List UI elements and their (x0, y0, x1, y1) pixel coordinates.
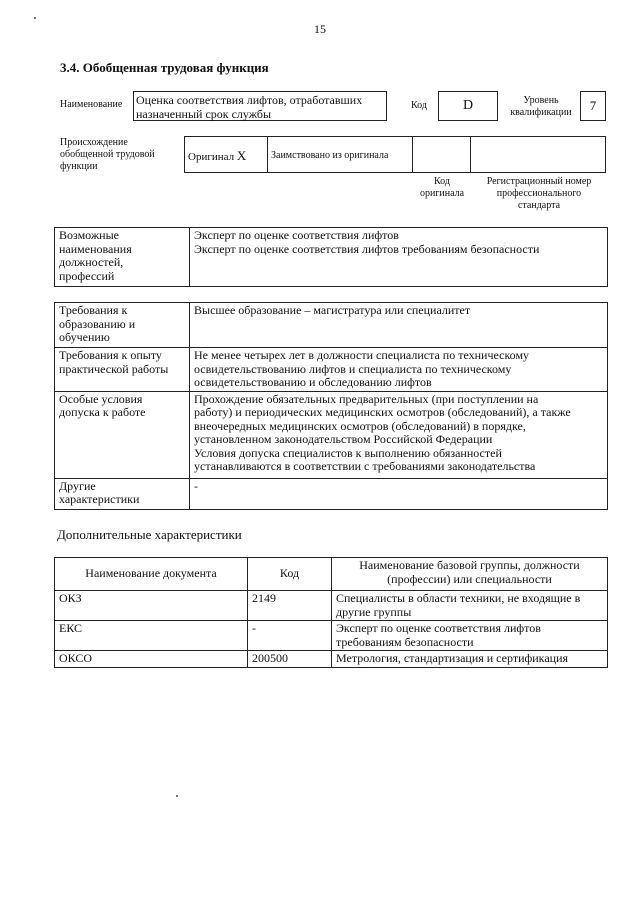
requirement-value-line: Не менее четырех лет в должности специалиста по техническому (194, 348, 530, 362)
requirements-row (55, 391, 608, 478)
origin-label-line1: Происхождение (60, 137, 128, 148)
requirement-value (190, 348, 608, 392)
additional-header-row (55, 558, 608, 591)
code-caption-line2: оригинала (419, 188, 465, 199)
requirement-value (190, 391, 608, 478)
requirements-row (55, 303, 608, 348)
requirement-value-line: работу) и периодических медицинских осмотров (обследований), а также (194, 405, 571, 419)
scan-speck (34, 17, 36, 19)
requirement-value (190, 303, 608, 348)
requirement-value-line: внеочередных медицинских осмотров (обследований) в порядке, (194, 418, 526, 433)
positions-label-line: профессий (59, 268, 115, 283)
row-name-line: Специалисты в области техники, не входящие в (336, 591, 581, 605)
table-row (55, 591, 608, 621)
requirement-label (55, 478, 190, 509)
code-caption-line1: Код (434, 176, 450, 187)
positions-values (190, 228, 608, 287)
requirement-label-line: Другие (59, 478, 96, 493)
row-doc: ЕКС (55, 621, 248, 651)
requirement-value-line: Прохождение обязательных предварительных (при поступлении на (194, 391, 539, 406)
requirement-value-line: освидетельствованию лифтов и специалиста по техническому (194, 361, 512, 376)
requirement-label (55, 303, 190, 348)
level-value: 7 (580, 91, 606, 121)
requirement-label-line: Особые условия (59, 391, 143, 406)
header-code: Код (248, 558, 332, 591)
requirement-value (190, 478, 608, 509)
code-label: Код (411, 100, 427, 111)
position-value: Эксперт по оценке соответствия лифтов (194, 228, 399, 242)
positions-label-line: наименования (59, 241, 132, 256)
requirements-table (54, 302, 608, 510)
origin-table (184, 136, 606, 173)
positions-label-line: Возможные (59, 228, 119, 242)
row-doc: ОКЗ (55, 591, 248, 621)
name-value-box (133, 91, 387, 121)
positions-row (55, 228, 608, 287)
page-number: 15 (314, 22, 326, 36)
level-label-line2: квалификации (510, 107, 572, 118)
additional-title: Дополнительные характеристики (57, 527, 242, 542)
header-doc: Наименование документа (55, 558, 248, 591)
requirement-label-line: образованию и (59, 316, 136, 331)
level-label (504, 95, 578, 119)
header-name (332, 558, 608, 591)
origin-original-mark: X (236, 148, 247, 163)
row-name-line: требованиям безопасности (336, 634, 474, 649)
name-value-line2: назначенный срок службы (136, 107, 272, 121)
positions-label-line: должностей, (59, 255, 124, 269)
code-value: D (438, 91, 498, 121)
row-code: - (248, 621, 332, 651)
table-row (55, 651, 608, 668)
name-label: Наименование (60, 99, 123, 110)
requirement-value-line: - (194, 478, 198, 493)
origin-label (60, 137, 155, 173)
requirement-label-line: обучению (59, 330, 110, 344)
additional-table (54, 557, 608, 668)
row-name-line: другие группы (336, 604, 412, 619)
row-doc: ОКСО (55, 651, 248, 668)
header-name-line: (профессии) или специальности (387, 571, 552, 586)
positions-label (55, 228, 190, 287)
requirement-value-line: освидетельствованию и обследованию лифтов (194, 375, 432, 389)
origin-label-line2: обобщенной трудовой (60, 149, 155, 160)
row-code: 200500 (248, 651, 332, 668)
reg-caption-line2: профессионального (496, 188, 582, 199)
requirement-label-line: допуска к работе (59, 405, 146, 419)
origin-borrowed: Заимствовано из оригинала (271, 150, 389, 161)
row-code: 2149 (248, 591, 332, 621)
row-name (332, 651, 608, 668)
reg-caption-line1: Регистрационный номер (486, 176, 592, 187)
position-value: Эксперт по оценке соответствия лифтов требованиям безопасности (194, 241, 540, 256)
requirement-value-line: устанавливаются в соответствии с требованиями законодательства (194, 459, 536, 473)
requirement-label-line: Требования к (59, 303, 128, 317)
requirements-row (55, 478, 608, 509)
row-name-line: Эксперт по оценке соответствия лифтов (336, 621, 541, 635)
origin-label-line3: функции (60, 161, 98, 172)
requirement-value-line: Условия допуска специалистов к выполнению обязанностей (194, 445, 502, 460)
origin-code-caption (413, 176, 471, 200)
requirement-value-line: установленном законодательством Российской Федерации (194, 432, 493, 446)
origin-original-label: Оригинал (188, 151, 235, 163)
header-name-line: Наименование базовой группы, должности (359, 558, 580, 572)
level-label-line1: Уровень (523, 95, 559, 106)
requirement-label (55, 391, 190, 478)
row-name-line: Метрология, стандартизация и сертификация (336, 651, 569, 665)
requirement-label-line: Требования к опыту (59, 348, 162, 362)
requirement-value-line: Высшее образование – магистратура или специалитет (194, 303, 471, 317)
requirements-row (55, 348, 608, 392)
scan-speck (176, 795, 178, 797)
table-row (55, 621, 608, 651)
row-name (332, 591, 608, 621)
origin-original (188, 148, 246, 164)
positions-table (54, 227, 608, 287)
requirement-label-line: практической работы (59, 361, 169, 376)
row-name (332, 621, 608, 651)
requirement-label (55, 348, 190, 392)
section-title: 3.4. Обобщенная трудовая функция (60, 60, 269, 75)
origin-reg-caption (472, 176, 606, 212)
name-value-line1: Оценка соответствия лифтов, отработавших (136, 93, 363, 107)
reg-caption-line3: стандарта (517, 200, 561, 211)
requirement-label-line: характеристики (59, 492, 140, 506)
